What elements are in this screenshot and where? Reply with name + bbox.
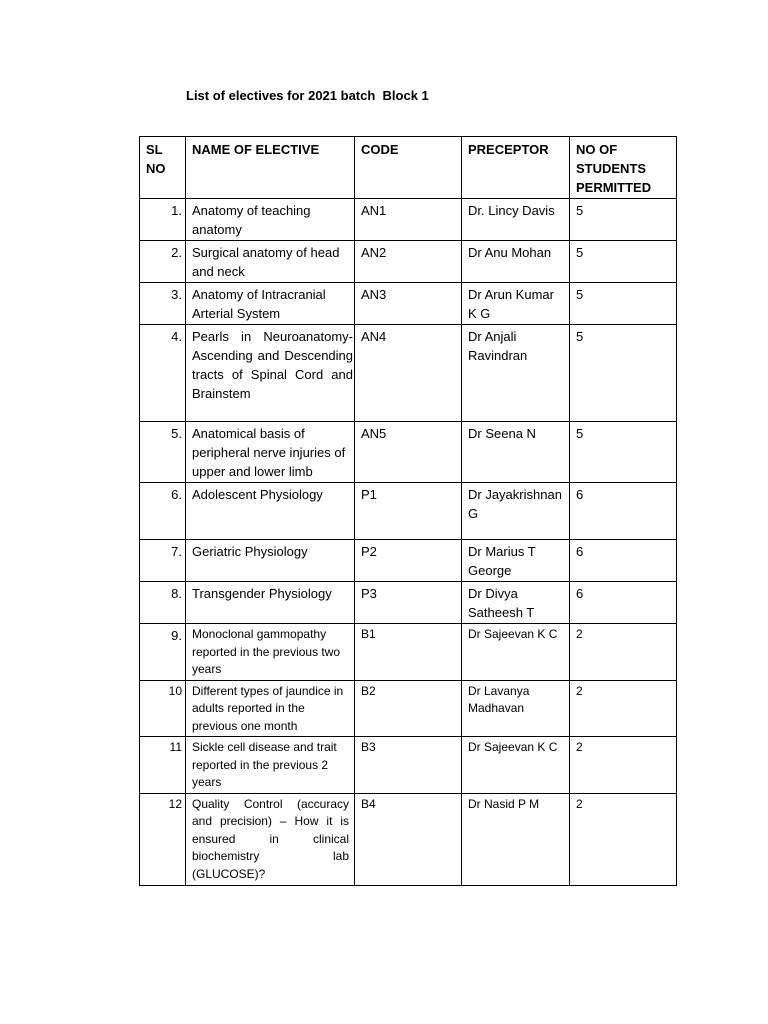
cell-elective-name: Geriatric Physiology: [186, 540, 355, 582]
cell-sl-no: 2.: [140, 241, 186, 283]
cell-elective-name: Anatomy of Intracranial Arterial System: [186, 283, 355, 325]
cell-sl-no: 5.: [140, 422, 186, 483]
cell-code: B1: [355, 624, 462, 681]
cell-preceptor: Dr Divya Satheesh T: [462, 582, 570, 624]
cell-preceptor: Dr Jayakrishnan G: [462, 483, 570, 540]
cell-code: B2: [355, 680, 462, 737]
table-row: [140, 422, 677, 483]
cell-code: B3: [355, 737, 462, 794]
cell-sl-no: 11: [140, 737, 186, 794]
cell-sl-no: 8.: [140, 582, 186, 624]
cell-sl-no: 9.: [140, 624, 186, 681]
table-row: [140, 283, 677, 325]
cell-students: 2: [570, 624, 677, 681]
cell-students: 2: [570, 793, 677, 885]
table-row: [140, 199, 677, 241]
table-row: [140, 582, 677, 624]
table-header-row: [140, 137, 677, 199]
cell-preceptor: Dr. Lincy Davis: [462, 199, 570, 241]
cell-elective-name: Surgical anatomy of head and neck: [186, 241, 355, 283]
cell-students: 2: [570, 737, 677, 794]
page-title: List of electives for 2021 batch Block 1: [186, 88, 429, 103]
cell-sl-no: 6.: [140, 483, 186, 540]
cell-code: P3: [355, 582, 462, 624]
table-row: [140, 624, 677, 681]
column-header-preceptor: PRECEPTOR: [462, 137, 570, 199]
cell-code: P2: [355, 540, 462, 582]
table-row: [140, 540, 677, 582]
cell-preceptor: Dr Marius T George: [462, 540, 570, 582]
table-row: [140, 325, 677, 422]
cell-preceptor: Dr Arun Kumar K G: [462, 283, 570, 325]
cell-code: AN1: [355, 199, 462, 241]
cell-elective-name: Transgender Physiology: [186, 582, 355, 624]
cell-sl-no: 12: [140, 793, 186, 885]
cell-elective-name: Sickle cell disease and trait reported in the previous 2 years: [186, 737, 355, 794]
cell-sl-no: 10: [140, 680, 186, 737]
cell-elective-name: Anatomy of teaching anatomy: [186, 199, 355, 241]
table-row: [140, 793, 677, 885]
cell-code: AN2: [355, 241, 462, 283]
column-header-students: NO OF STUDENTS PERMITTED: [570, 137, 677, 199]
cell-sl-no: 7.: [140, 540, 186, 582]
cell-code: P1: [355, 483, 462, 540]
cell-students: 5: [570, 241, 677, 283]
cell-code: B4: [355, 793, 462, 885]
cell-students: 5: [570, 325, 677, 422]
cell-sl-no: 4.: [140, 325, 186, 422]
cell-elective-name: Quality Control (accuracy and precision) – How it is ensured in clinical biochemistry lab (GLUCOSE)?: [186, 793, 355, 885]
cell-sl-no: 3.: [140, 283, 186, 325]
cell-students: 2: [570, 680, 677, 737]
column-header-sl-no: SL NO: [140, 137, 186, 199]
cell-sl-no: 1.: [140, 199, 186, 241]
cell-students: 5: [570, 199, 677, 241]
cell-students: 6: [570, 582, 677, 624]
table-row: [140, 680, 677, 737]
cell-code: AN4: [355, 325, 462, 422]
cell-preceptor: Dr Anjali Ravindran: [462, 325, 570, 422]
cell-preceptor: Dr Lavanya Madhavan: [462, 680, 570, 737]
table-row: [140, 737, 677, 794]
cell-preceptor: Dr Nasid P M: [462, 793, 570, 885]
cell-elective-name: Different types of jaundice in adults reported in the previous one month: [186, 680, 355, 737]
cell-students: 6: [570, 483, 677, 540]
cell-students: 5: [570, 422, 677, 483]
cell-elective-name: Anatomical basis of peripheral nerve injuries of upper and lower limb: [186, 422, 355, 483]
cell-preceptor: Dr Sajeevan K C: [462, 737, 570, 794]
cell-code: AN3: [355, 283, 462, 325]
cell-preceptor: Dr Anu Mohan: [462, 241, 570, 283]
column-header-name: NAME OF ELECTIVE: [186, 137, 355, 199]
electives-table: [139, 136, 677, 886]
cell-students: 5: [570, 283, 677, 325]
cell-code: AN5: [355, 422, 462, 483]
cell-elective-name: Monoclonal gammopathy reported in the previous two years: [186, 624, 355, 681]
cell-preceptor: Dr Sajeevan K C: [462, 624, 570, 681]
column-header-code: CODE: [355, 137, 462, 199]
table-row: [140, 483, 677, 540]
table-row: [140, 241, 677, 283]
cell-elective-name: Adolescent Physiology: [186, 483, 355, 540]
cell-students: 6: [570, 540, 677, 582]
cell-preceptor: Dr Seena N: [462, 422, 570, 483]
cell-elective-name: Pearls in Neuroanatomy- Ascending and Descending tracts of Spinal Cord and Brainstem: [186, 325, 355, 422]
